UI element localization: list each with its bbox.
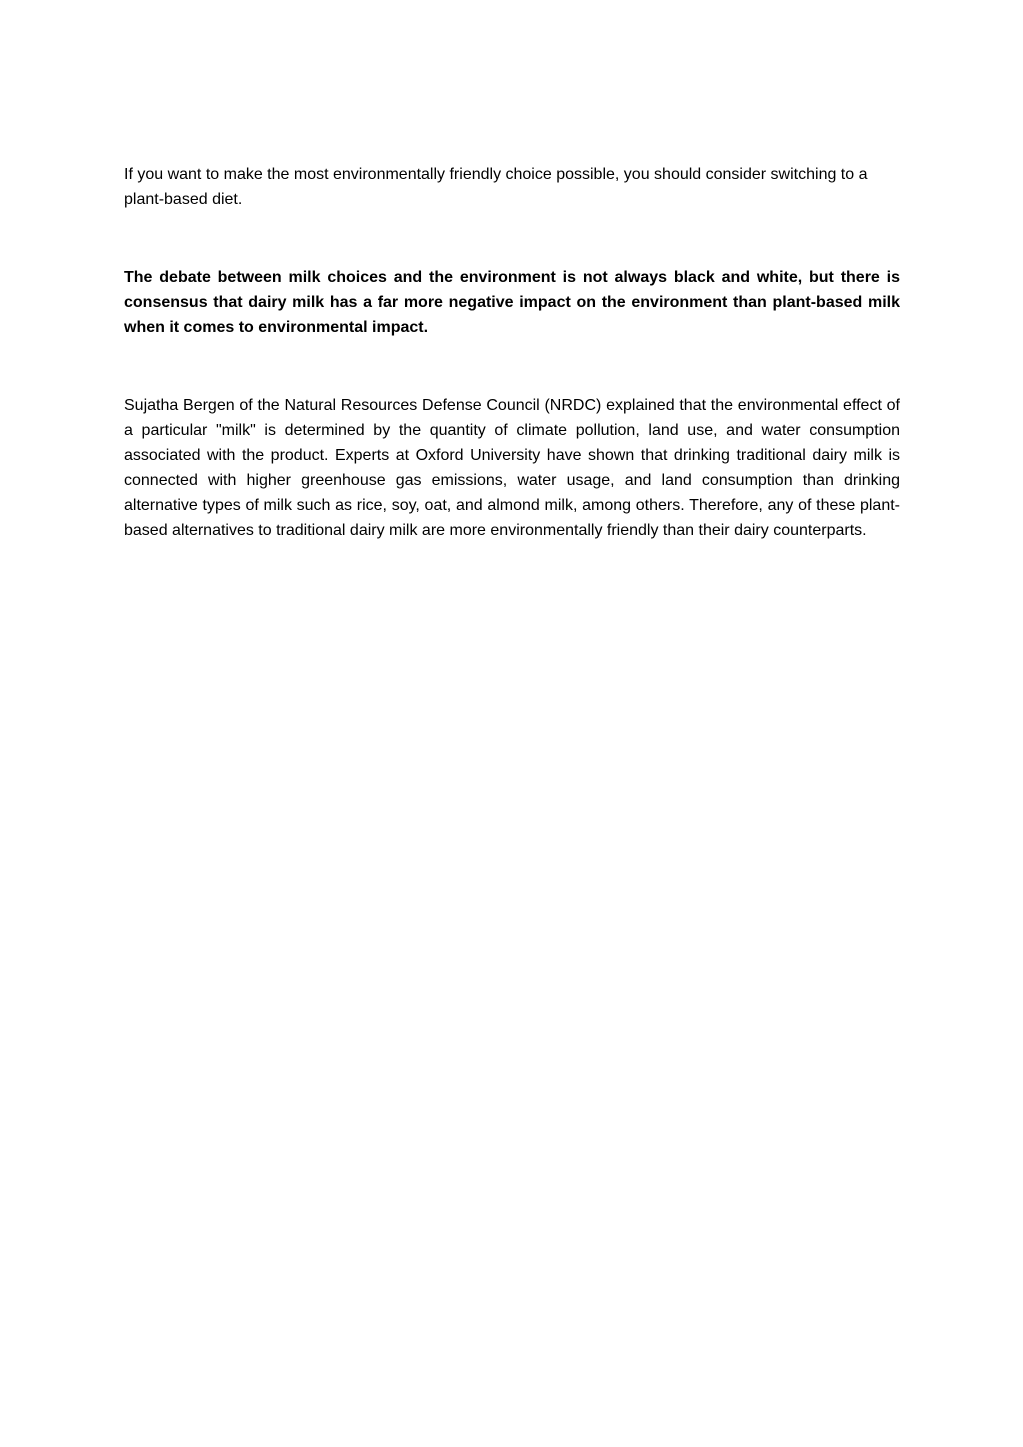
- bold-summary-paragraph: The debate between milk choices and the environment is not always black and white, but there is consensus that dairy milk has a far more negative impact on the environment than plant-based milk when it comes to environmental impact.: [124, 269, 900, 336]
- intro-paragraph: If you want to make the most environmentally friendly choice possible, you should consider switching to a plant-based diet.: [124, 166, 868, 208]
- document-body: [124, 162, 900, 543]
- body-paragraph: Sujatha Bergen of the Natural Resources Defense Council (NRDC) explained that the environmental effect of a particular "milk" is determined by the quantity of climate pollution, land use, and water consumption associated with the product. Experts at Oxford University have shown that drinking traditional dairy milk is connected with higher greenhouse gas emissions, water usage, and land consumption than drinking alternative types of milk such as rice, soy, oat, and almond milk, among others. Therefore, any of these plant-based alternatives to traditional dairy milk are more environmentally friendly than their dairy counterparts.: [124, 397, 900, 539]
